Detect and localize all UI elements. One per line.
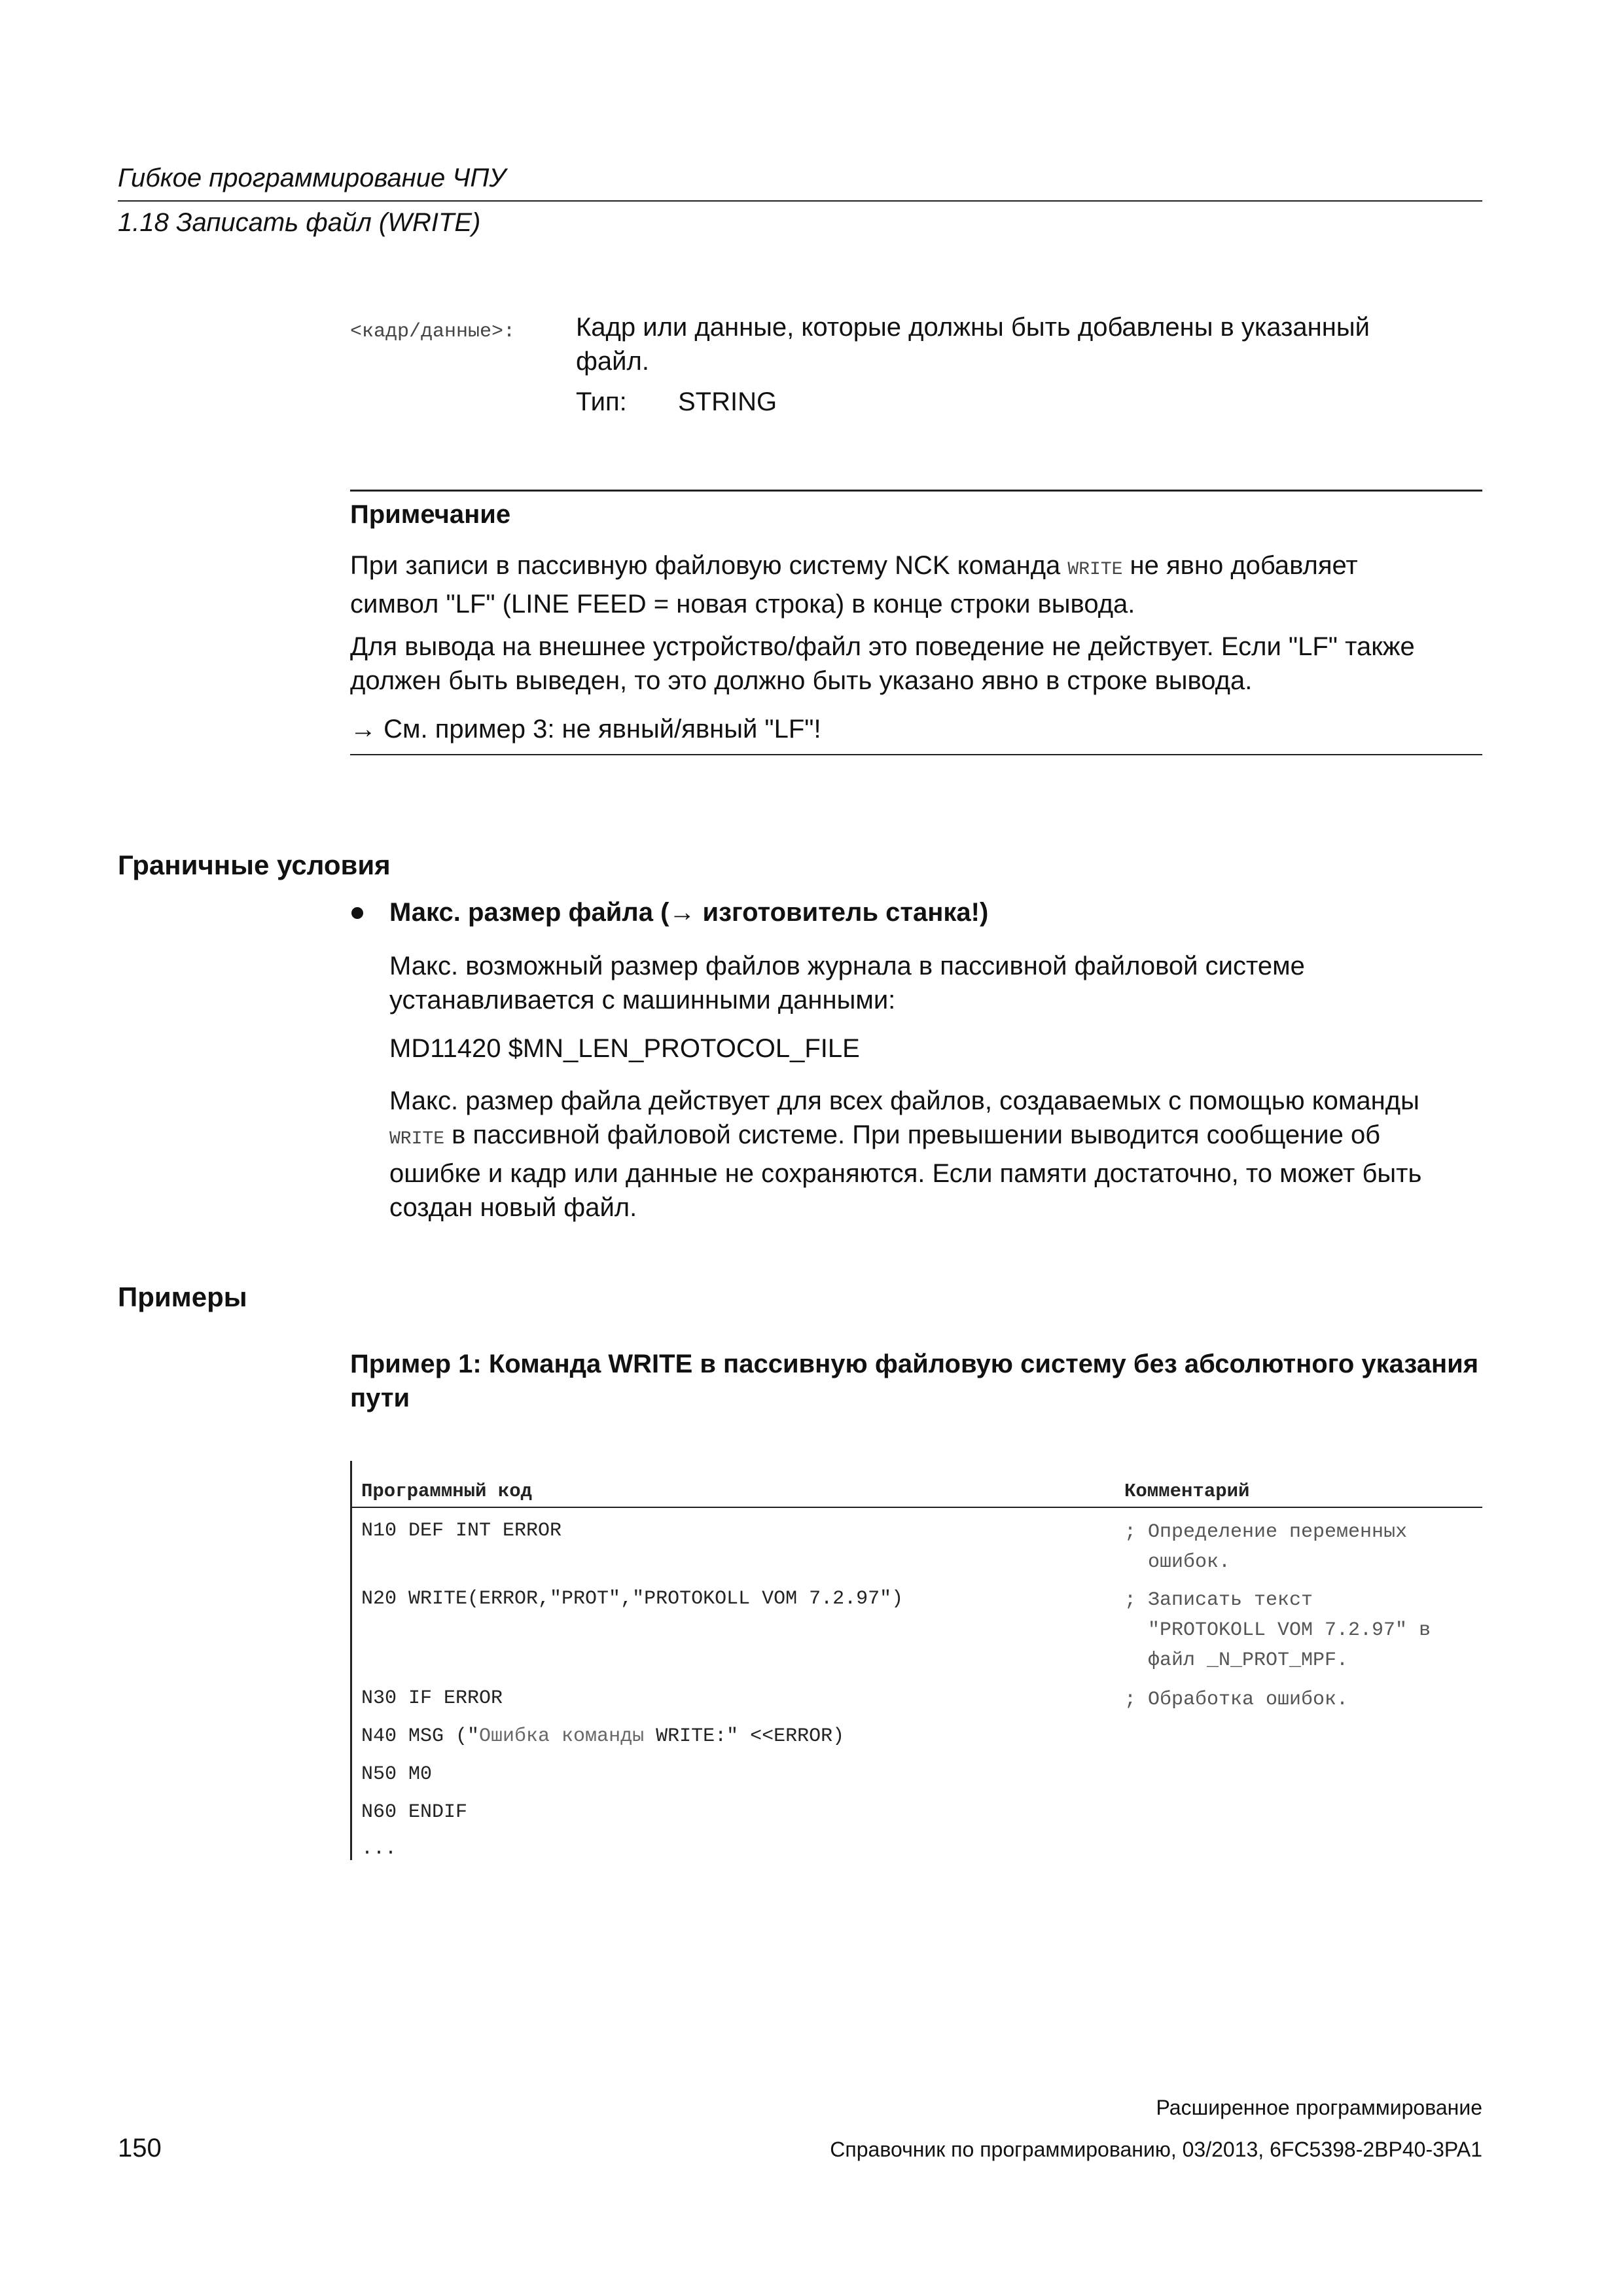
note-p2-line1: Для вывода на внешнее устройство/файл это поведение не действует. Если "LF" также bbox=[350, 632, 1415, 661]
code-n40-part-b: WRITE:" <<ERROR) bbox=[644, 1725, 845, 1748]
param-type-value: STRING bbox=[678, 387, 777, 416]
code-line-ellipsis: ... bbox=[361, 1838, 397, 1860]
note-title: Примечание bbox=[350, 500, 511, 529]
param-desc-line1: Кадр или данные, которые должны быть добавлены в указанный bbox=[576, 313, 1370, 342]
header-section: 1.18 Записать файл (WRITE) bbox=[118, 208, 481, 237]
note-p1-line2: символ "LF" (LINE FEED = новая строка) в конце строки вывода. bbox=[350, 590, 1135, 619]
comment-n30: ; Обработка ошибок. bbox=[1124, 1689, 1349, 1711]
header-chapter: Гибкое программирование ЧПУ bbox=[118, 164, 506, 192]
example1-title-line1: Пример 1: Команда WRITE в пассивную файловую систему без абсолютного указания bbox=[350, 1350, 1479, 1378]
code-table-header-rule bbox=[350, 1507, 1482, 1508]
note-top-rule bbox=[350, 490, 1482, 492]
note-p1-code: WRITE bbox=[1067, 560, 1123, 580]
code-line-n50: N50 M0 bbox=[361, 1763, 433, 1785]
constraint-p1-line1: Макс. возможный размер файлов журнала в пассивной файловой системе bbox=[389, 952, 1305, 980]
note-paragraph-3: → См. пример 3: не явный/явный "LF"! bbox=[350, 715, 821, 744]
note-bottom-rule bbox=[350, 754, 1482, 755]
comment-n10-line2: ошибок. bbox=[1148, 1551, 1231, 1573]
code-line-n20: N20 WRITE(ERROR,"PROT","PROTOKOLL VOM 7.2.97") bbox=[361, 1588, 904, 1610]
footer-book-title: Расширенное программирование bbox=[1156, 2096, 1482, 2119]
constraint-p2-line4: создан новый файл. bbox=[389, 1193, 637, 1222]
note-paragraph-1 bbox=[350, 548, 1482, 621]
comment-n20-line2: "PROTOKOLL VOM 7.2.97" в bbox=[1148, 1619, 1431, 1641]
constraint-p2-line1: Макс. размер файла действует для всех файлов, создаваемых с помощью команды bbox=[389, 1086, 1419, 1115]
constraint-p2-code: WRITE bbox=[389, 1129, 445, 1149]
code-line-n30: N30 IF ERROR bbox=[361, 1687, 503, 1710]
example1-title bbox=[350, 1347, 1489, 1415]
code-n40-part-a: N40 MSG (" bbox=[361, 1725, 480, 1748]
constraint-p2-line3: ошибке и кадр или данные не сохраняются. Если памяти достаточно, то может быть bbox=[389, 1159, 1422, 1188]
comment-n10 bbox=[1124, 1517, 1407, 1577]
comment-n10-line1: ; Определение переменных bbox=[1124, 1521, 1408, 1543]
comment-n20 bbox=[1124, 1585, 1431, 1676]
code-n40-message-text: Ошибка команды bbox=[479, 1725, 645, 1748]
example1-title-line2: пути bbox=[350, 1384, 410, 1412]
constraint-paragraph-2 bbox=[389, 1084, 1482, 1225]
param-desc-line2: файл. bbox=[576, 347, 649, 376]
header-rule bbox=[118, 200, 1482, 202]
code-line-n10: N10 DEF INT ERROR bbox=[361, 1520, 562, 1542]
constraint-bullet-title: Макс. размер файла (→ изготовитель станка!) bbox=[389, 898, 989, 927]
constraint-p1-line2: устанавливается с машинными данными: bbox=[389, 986, 896, 1014]
note-p1-text-a: При записи в пассивную файловую систему NCK команда bbox=[350, 551, 1068, 580]
code-column-header: Программный код bbox=[361, 1480, 533, 1502]
comment-n20-line1: ; Записать текст bbox=[1124, 1589, 1313, 1611]
code-table-left-border bbox=[350, 1461, 352, 1860]
param-type-label: Тип: bbox=[576, 387, 627, 416]
machine-data-name: MD11420 $MN_LEN_PROTOCOL_FILE bbox=[389, 1034, 860, 1063]
comment-column-header: Комментарий bbox=[1124, 1480, 1250, 1502]
constraint-paragraph-1 bbox=[389, 949, 1482, 1017]
page-number: 150 bbox=[118, 2134, 162, 2162]
code-line-n40 bbox=[361, 1725, 844, 1748]
footer-reference: Справочник по программированию, 03/2013, 6FC5398-2BP40-3PA1 bbox=[830, 2138, 1482, 2161]
code-line-n60: N60 ENDIF bbox=[361, 1801, 468, 1823]
examples-heading: Примеры bbox=[118, 1282, 247, 1312]
param-name: <кадр/данные>: bbox=[350, 321, 516, 343]
note-p2-line2: должен быть выведен, то это должно быть указано явно в строке вывода. bbox=[350, 666, 1253, 695]
constraints-heading: Граничные условия bbox=[118, 850, 391, 880]
bullet-dot bbox=[351, 907, 363, 919]
constraint-p2-line2: в пассивной файловой системе. При превышении выводится сообщение об bbox=[444, 1121, 1381, 1149]
note-p1-text-b: не явно добавляет bbox=[1122, 551, 1358, 580]
param-description bbox=[576, 310, 1486, 378]
comment-n20-line3: файл _N_PROT_MPF. bbox=[1148, 1649, 1349, 1672]
note-paragraph-2 bbox=[350, 630, 1482, 698]
